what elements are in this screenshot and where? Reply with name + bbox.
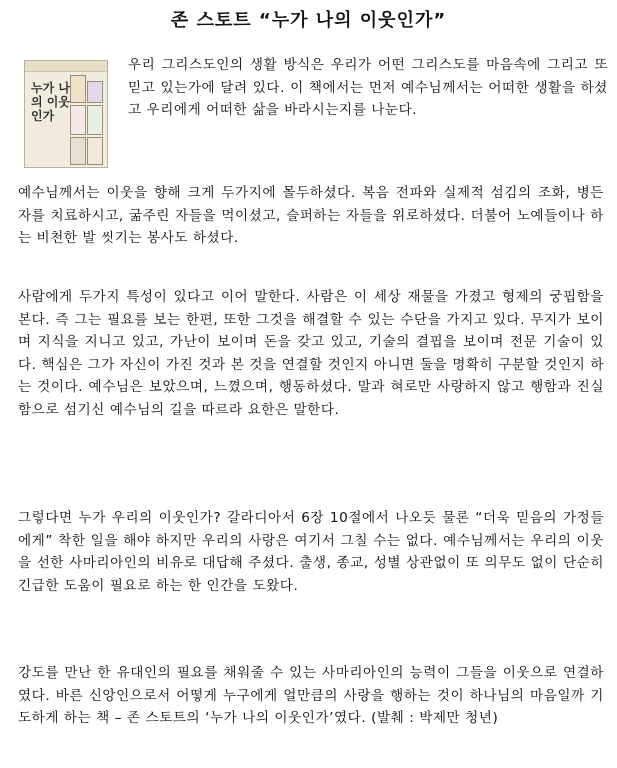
- body-paragraph-1: 예수님께서는 이웃을 향해 크게 두가지에 몰두하셨다. 복음 전파와 실제적 섬김의 조화, 병든 자를 치료하시고, 굶주린 자들을 먹이셨고, 슬퍼하는 자들을 위로하셨다. 더불어 노예들이나 하는 비천한 발 씻기는 봉사도 하셨다.: [18, 185, 604, 246]
- body-paragraph-3: 그렇다면 누가 우리의 이웃인가? 갈라디아서 6장 10절에서 나오듯 물론 “더욱 믿음의 가정들에게” 착한 일을 해야 하지만 우리의 사랑은 여기서 그칠 수는 없다. 예수님께서는 우리의 이웃을 선한 사마리아인의 비유로 대답해 주셨다. 출생, 종교, 성별 상관없이 또 의무도 없이 단순히 긴급한 도움이 필요로 하는 한 인간을 도왔다.: [18, 510, 604, 594]
- document-title: 존 스토트 “누가 나의 이웃인가”: [170, 10, 447, 31]
- cover-top-band: [25, 61, 107, 72]
- intro-paragraph: 우리 그리스도인의 생활 방식은 우리가 어떤 그리스도를 마음속에 그리고 또 믿고 있는가에 달려 있다. 이 책에서는 먼저 예수님께서는 어떠한 생활을 하셨고 우리에게 어떠한 삶을 바라시는지를 나눈다.: [128, 57, 608, 118]
- cover-illustration: [70, 75, 104, 167]
- body-paragraph-4: 강도를 만난 한 유대인의 필요를 채워줄 수 있는 사마리아인의 능력이 그들을 이웃으로 연결하였다. 바른 신앙인으로서 어떻게 누구에게 얼만큼의 사랑을 행하는 것이 하나님의 마음일까 기도하게 하는 책 – 존 스토트의 ‘누가 나의 이웃인가’였다. (발췌 : 박제만 청년): [18, 665, 604, 726]
- cover-title: 누가 나의 이웃인가: [31, 81, 70, 123]
- intro-section: [22, 54, 608, 174]
- body-paragraph-2: 사람에게 두가지 특성이 있다고 이어 말한다. 사람은 이 세상 재물을 가졌고 형제의 궁핍함을 본다. 즉 그는 필요를 보는 한편, 또한 그것을 해결할 수 있는 수단을 가지고 있다. 무지가 보이며 지식을 지니고 있고, 가난이 보이며 돈을 갖고 있고, 기술의 결핍을 보이며 전문 기술이 있다. 핵심은 그가 자신이 가진 것과 본 것을 연결할 것인지 아니면 둘을 명확히 구분할 것인지 하는 것이다. 예수님은 보았으며, 느꼈으며, 행동하셨다. 말과 혀로만 사랑하지 않고 행함과 진실함으로 섬기신 예수님의 길을 따르라 요한은 말한다.: [18, 289, 604, 418]
- book-cover-image: [24, 60, 108, 168]
